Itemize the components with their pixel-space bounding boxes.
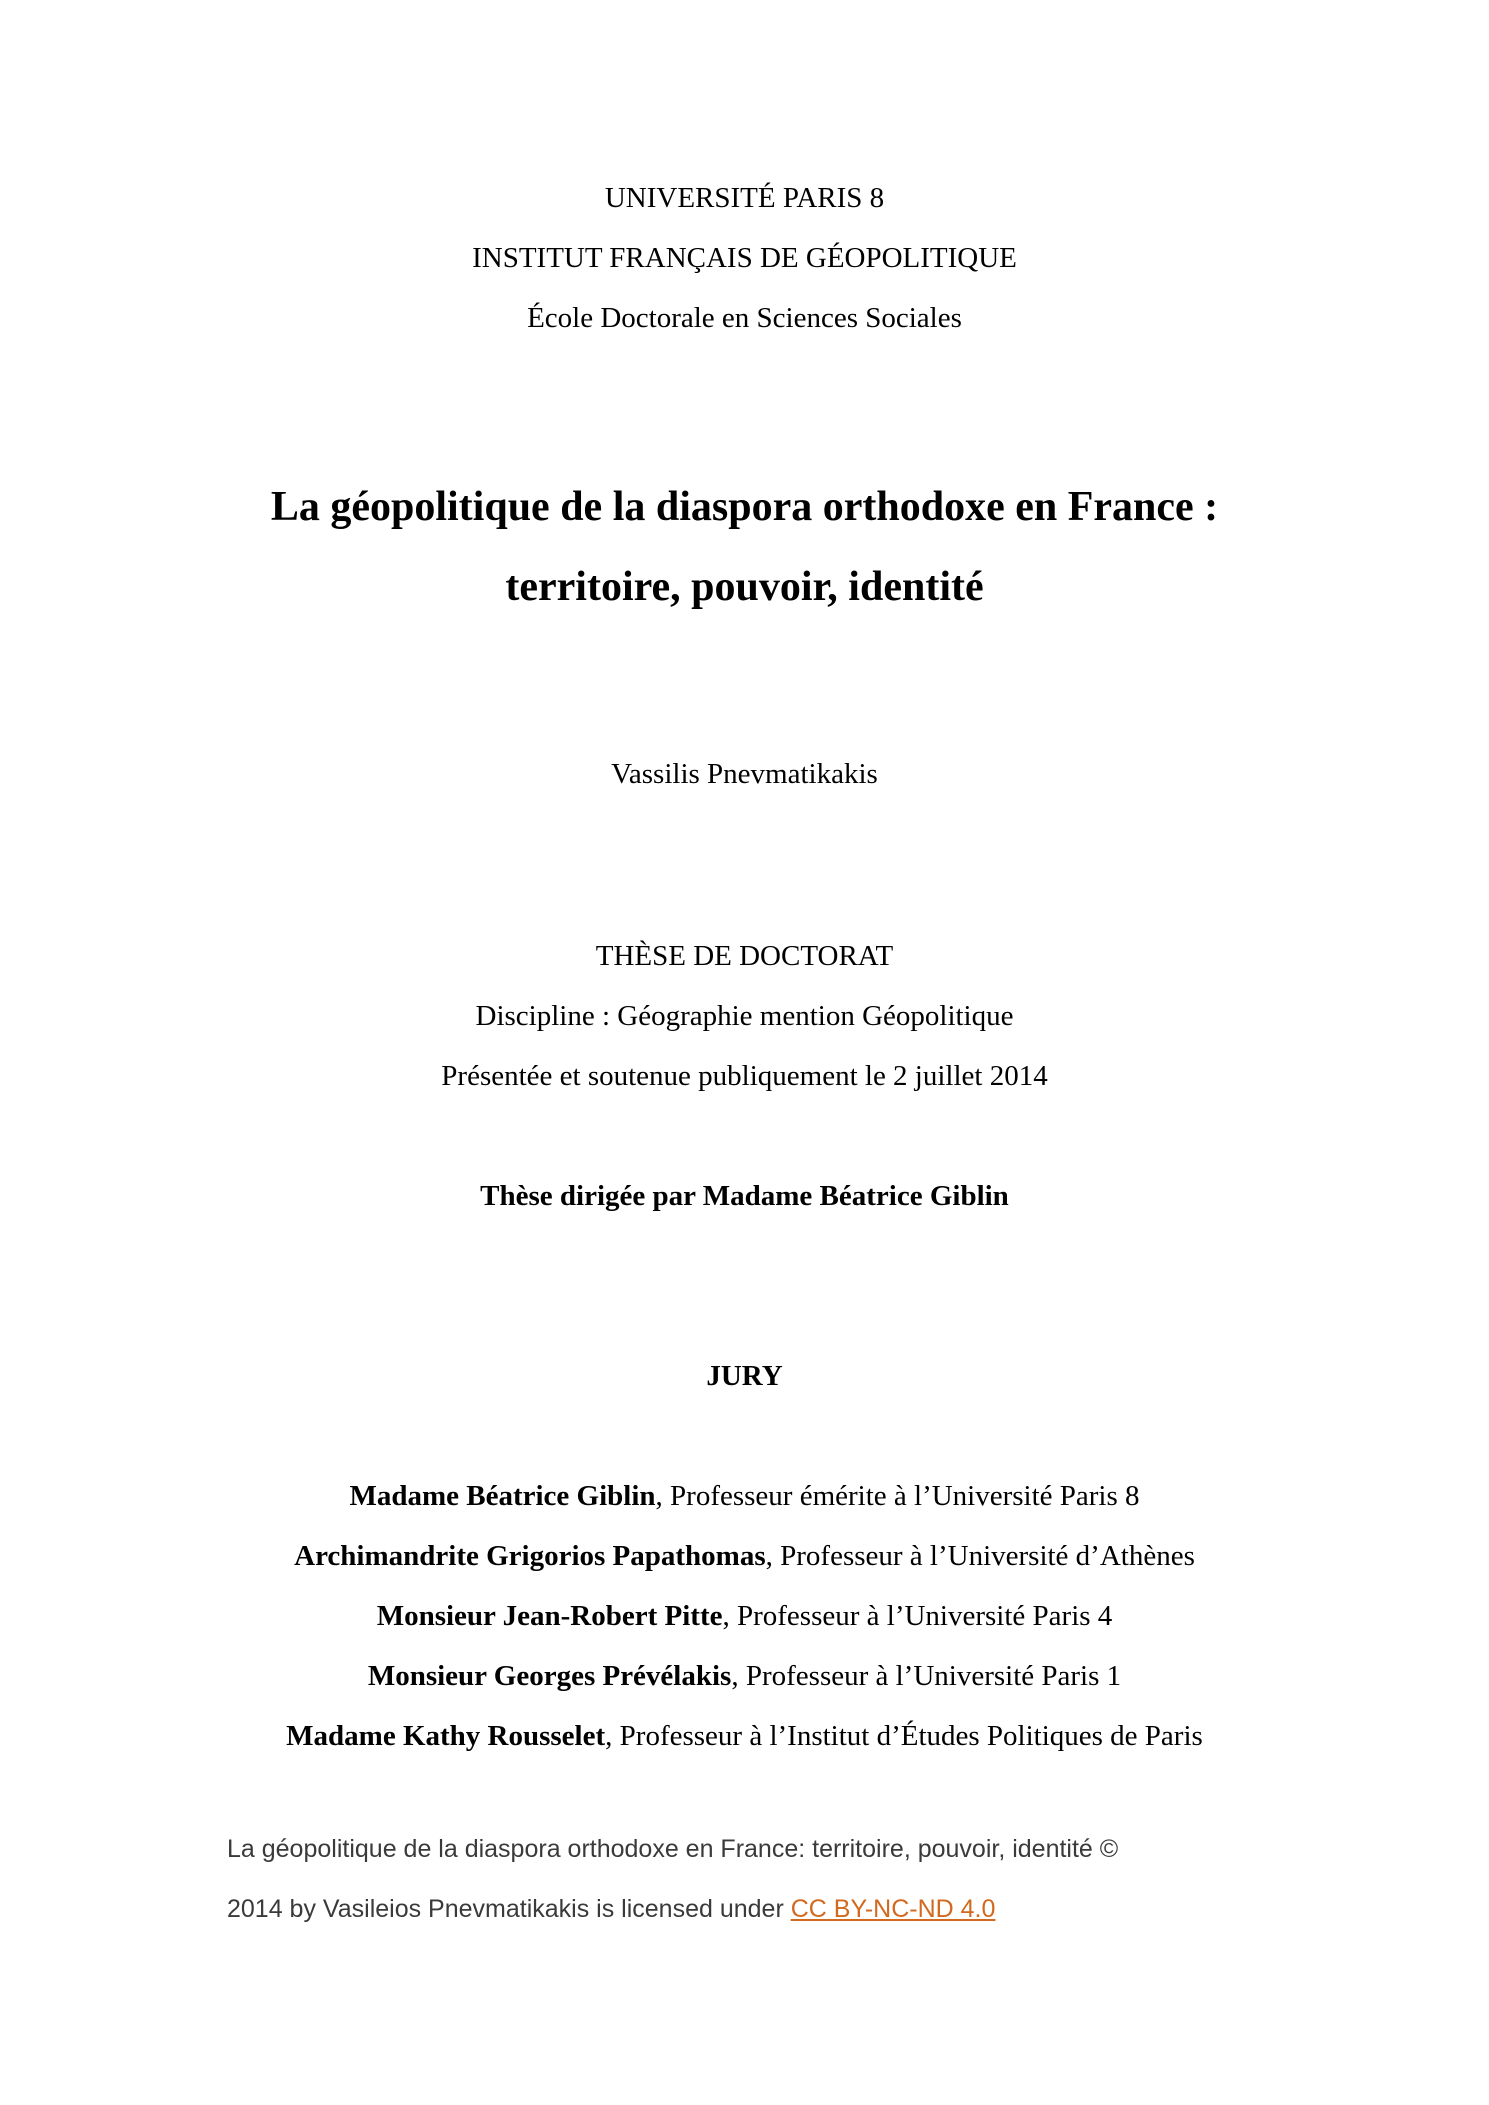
jury-member-role: , Professeur à l’Institut d’Études Politiques de Paris	[605, 1720, 1203, 1752]
jury-member-name: Monsieur Jean-Robert Pitte	[376, 1600, 723, 1632]
license-text: 2014 by Vasileios Pnevmatikakis is licensed under	[227, 1895, 791, 1923]
license-line-2	[227, 1892, 1327, 1926]
author-name: Vassilis Pnevmatikakis	[611, 758, 878, 790]
jury-member-name: Monsieur Georges Prévélakis	[367, 1660, 732, 1692]
thesis-defense-date: Présentée et soutenue publiquement le 2 juillet 2014	[441, 1060, 1048, 1092]
jury-member	[0, 1478, 1489, 1514]
jury-member-role: , Professeur à l’Université Paris 4	[722, 1600, 1113, 1632]
jury-member-name: Madame Kathy Rousselet	[286, 1720, 606, 1752]
jury-member-name: Madame Béatrice Giblin	[349, 1480, 656, 1512]
thesis-title-line-2: territoire, pouvoir, identité	[505, 564, 984, 610]
jury-member-role: , Professeur à l’Université d’Athènes	[765, 1540, 1195, 1572]
doctoral-school: École Doctorale en Sciences Sociales	[527, 302, 962, 334]
thesis-discipline: Discipline : Géographie mention Géopolitique	[475, 1000, 1014, 1032]
thesis-type: THÈSE DE DOCTORAT	[595, 940, 894, 972]
license-link[interactable]: CC BY-NC-ND 4.0	[790, 1895, 996, 1923]
jury-member	[0, 1658, 1489, 1694]
jury-member-name: Archimandrite Grigorios Papathomas	[294, 1540, 766, 1572]
jury-heading: JURY	[706, 1360, 783, 1392]
thesis-title-line-1: La géopolitique de la diaspora orthodoxe en France :	[270, 484, 1219, 530]
jury-member	[0, 1718, 1489, 1754]
thesis-director: Thèse dirigée par Madame Béatrice Giblin	[480, 1180, 1009, 1212]
university-name: UNIVERSITÉ PARIS 8	[604, 182, 885, 214]
institute-name: INSTITUT FRANÇAIS DE GÉOPOLITIQUE	[472, 242, 1017, 274]
jury-member	[0, 1598, 1489, 1634]
license-line-1: La géopolitique de la diaspora orthodoxe en France: territoire, pouvoir, identité ©	[227, 1835, 1119, 1863]
jury-member	[0, 1538, 1489, 1574]
jury-member-role: , Professeur émérite à l’Université Paris 8	[655, 1480, 1140, 1512]
jury-member-role: , Professeur à l’Université Paris 1	[731, 1660, 1122, 1692]
